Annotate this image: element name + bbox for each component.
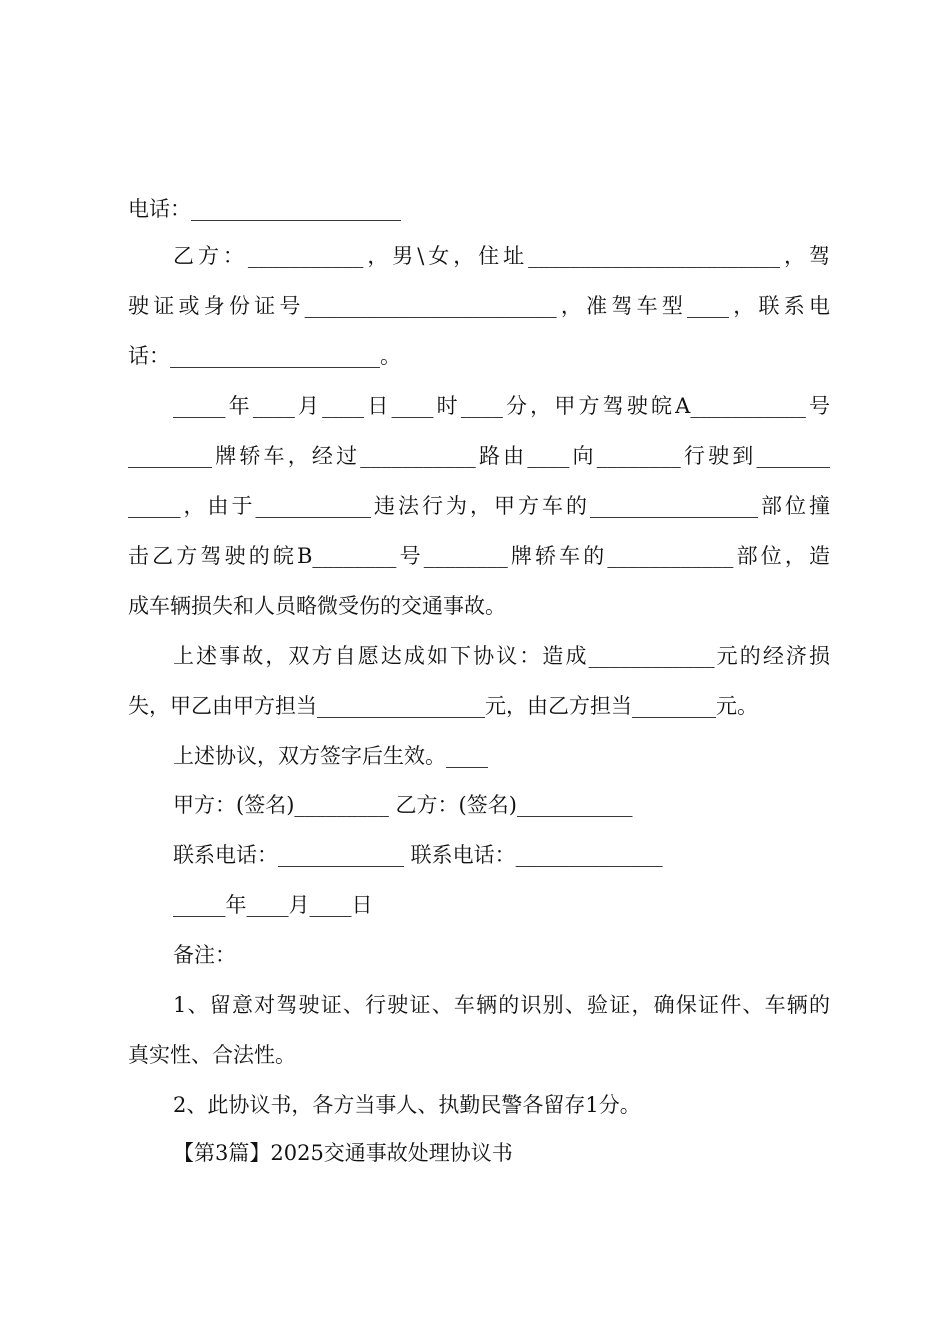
party-b-line-3: 话：____________________。 bbox=[128, 344, 401, 368]
remarks-heading: 备注： bbox=[173, 943, 236, 967]
accident-line-5: 成车辆损失和人员略微受伤的交通事故。 bbox=[128, 594, 506, 618]
date-line: _____年____月____日 bbox=[173, 893, 373, 917]
remark-2: 2、此协议书，各方当事人、执勤民警各留存1分。 bbox=[173, 1093, 641, 1117]
remark-1-line-2: 真实性、合法性。 bbox=[128, 1043, 296, 1067]
signature-line: 甲方：(签名)_________ 乙方：(签名)___________ bbox=[173, 793, 633, 817]
party-b-line-2: 驶证或身份证号________________________，准驾车型____，联系电 bbox=[128, 294, 830, 318]
remark-1-line-1: 1、留意对驾驶证、行驶证、车辆的识别、验证，确保证件、车辆的 bbox=[173, 993, 830, 1017]
contact-phone-line: 联系电话：____________ 联系电话：______________ bbox=[173, 843, 663, 867]
accident-line-1: _____年____月____日____时____分，甲方驾驶皖A___________号 bbox=[173, 394, 830, 418]
accident-line-4: 击乙方驾驶的皖B________号________牌轿车的____________部位，造 bbox=[128, 544, 830, 568]
phone-line: 电话：____________________ bbox=[128, 197, 401, 221]
agreement-line-1: 上述事故，双方自愿达成如下协议：造成____________元的经济损 bbox=[173, 644, 830, 668]
accident-line-2: ________牌轿车，经过___________路由____向________行驶到_______ bbox=[128, 444, 830, 468]
accident-line-3: _____，由于___________违法行为，甲方车的________________部位撞 bbox=[128, 494, 830, 518]
agreement-line-2: 失，甲乙由甲方担当________________元，由乙方担当________元。 bbox=[128, 694, 758, 718]
section-heading: 【第3篇】2025交通事故处理协议书 bbox=[173, 1141, 513, 1165]
effective-line: 上述协议，双方签字后生效。____ bbox=[173, 744, 488, 768]
party-b-line-1: 乙方：___________，男\女，住址________________________，驾 bbox=[173, 244, 830, 268]
